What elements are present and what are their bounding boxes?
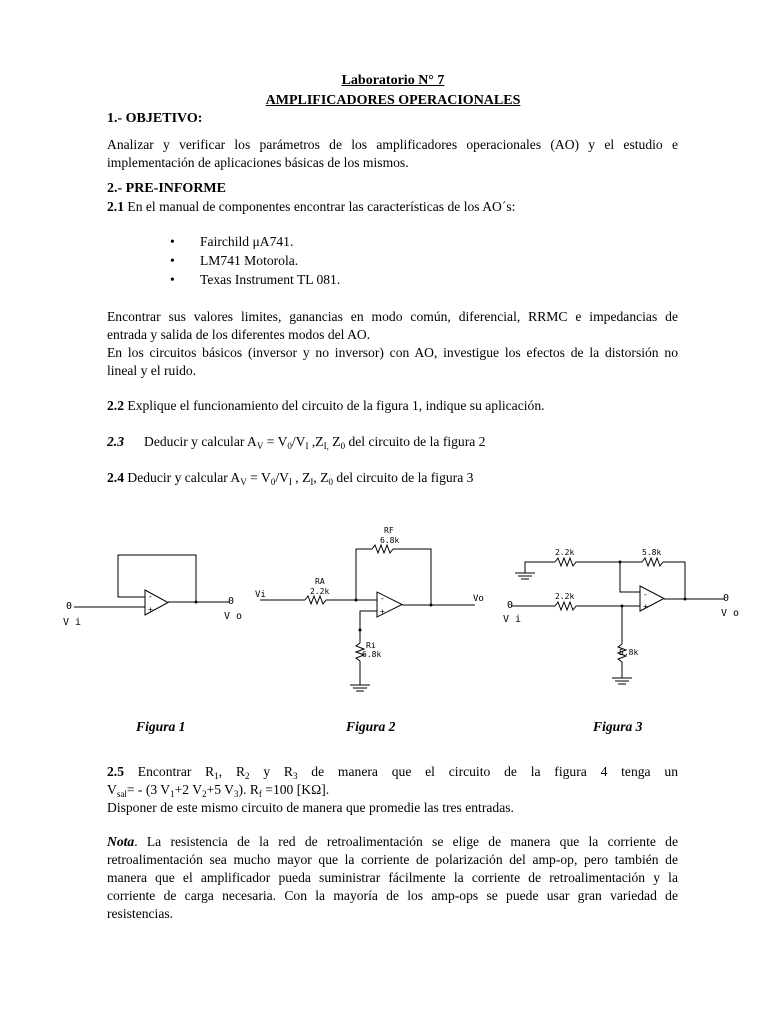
item-2-3-text: Deducir y calcular A [144, 434, 257, 449]
item-2-5-line-2: $V_{sal}= - (3$ $V_1+2$ $V_2+5$ $V_3$). $R_f =100$ [KΩ]. [107, 782, 330, 799]
list-item: • LM741 Motorola. [170, 251, 340, 270]
fig3-input-label: V i [503, 614, 522, 625]
svg-text:-: - [148, 592, 153, 601]
svg-text:+: + [380, 607, 385, 616]
item-2-5-line-3: Disponer de este mismo circuito de manera que promedie las tres entradas. [107, 800, 514, 815]
opamp-list [170, 232, 340, 289]
objective-line-2: implementación de aplicaciones básicas de los mismos. [107, 155, 409, 170]
fig2-rf-value: 6.8k [380, 536, 400, 545]
fig1-input-label: V i [63, 617, 82, 628]
fig3-r2-value: 5.8k [642, 548, 662, 557]
item-2-1 [107, 198, 515, 216]
fig2-ra-value: 2.2k [310, 587, 330, 596]
fig2-ri-name: Ri [366, 641, 376, 650]
figure-1-caption: Figura 1 [136, 719, 186, 734]
note-line-2: retroalimentación sea mucho mayor que la corriente de polarización del amp-op, pero también de [107, 852, 678, 867]
lab-subtitle: AMPLIFICADORES OPERACIONALES [265, 93, 521, 108]
preinforme-heading: 2.- PRE-INFORME [107, 181, 226, 196]
item-2-2-text: Explique el funcionamiento del circuito de la figura 1, indique su aplicación. [124, 398, 545, 413]
fig1-output-node: 0 [228, 596, 235, 607]
paragraph-distortion-line-2: lineal y el ruido. [107, 363, 197, 378]
item-2-5-vout-symbol: V [107, 782, 117, 797]
figure-3-caption: Figura 3 [593, 719, 643, 734]
fig2-rf-name: RF [384, 526, 394, 535]
svg-text:-: - [380, 594, 385, 603]
paragraph-limits-line-2: entrada y salida de los diferentes modos del AO. [107, 327, 371, 342]
fig3-r4-value: 5.8k [619, 648, 639, 657]
fig2-output-label: Vo [473, 594, 484, 604]
item-2-4-number: 2.4 [107, 470, 124, 485]
figure-1-voltage-follower [60, 545, 250, 635]
paragraph-distortion-line-1: En los circuitos básicos (inversor y no inversor) con AO, investigue los efectos de la distorsión no [107, 345, 678, 360]
fig3-r1-value: 2.2k [555, 548, 575, 557]
item-2-2-number: 2.2 [107, 398, 124, 413]
item-2-4-rest: del circuito de la figura 3 [333, 470, 474, 485]
paragraph-limits-line-1: Encontrar sus valores limites, ganancias en modo común, diferencial, RRMC e impedancias de [107, 309, 678, 324]
item-2-3-number: 2.3 [107, 434, 124, 449]
note-line-1 [107, 833, 678, 851]
fig3-r3-value: 2.2k [555, 592, 575, 601]
item-2-3-rest: del circuito de la figura 2 [345, 434, 486, 449]
fig1-output-label: V o [224, 611, 243, 622]
item-2-4: 2.4 Deducir y calcular $A_V = V_0/V_I$ , $Z_I$, $Z_0$ del circuito de la figura 3 [107, 470, 474, 487]
figure-3-amplifier [495, 540, 755, 695]
fig1-input-node: 0 [66, 601, 73, 612]
svg-text:+: + [643, 602, 648, 611]
note-line-3: manera que el amplificador pueda suministrar fácilmente la corriente de retroalimentación y la [107, 870, 678, 885]
item-2-1-text: En el manual de componentes encontrar las características de los AO´s: [124, 199, 516, 214]
objective-line-1: Analizar y verificar los parámetros de los amplificadores operacionales (AO) y el estudio e [107, 137, 678, 152]
lab-title: Laboratorio N° 7 [341, 73, 445, 88]
note-label: Nota [107, 834, 135, 849]
fig2-input-label: Vi [255, 590, 266, 600]
item-2-2 [107, 397, 545, 415]
fig3-input-node: 0 [507, 600, 514, 611]
item-2-4-text: Deducir y calcular A [124, 470, 241, 485]
item-2-3: 2.3 Deducir y calcular $A_V = V_0/V_I$ $,Z_{I,}$ $Z_0$ del circuito de la figura 2 [107, 434, 486, 451]
list-item: • Texas Instrument TL 081. [170, 270, 340, 289]
item-2-5-number: 2.5 [107, 764, 124, 779]
item-2-1-number: 2.1 [107, 199, 124, 214]
item-2-5-line-1: 2.5 Encontrar $R_1$, $R_2$ y $R_3$ de manera que el circuito de la figura 4 tenga un [107, 764, 678, 781]
fig3-output-node: 0 [723, 593, 730, 604]
note-line-4: corriente de carga necesaria. Con la mayoría de los amp-ops se puede usar gran variedad de [107, 888, 678, 903]
fig3-output-label: V o [721, 608, 740, 619]
list-item: • Fairchild μA741. [170, 232, 340, 251]
item-2-5-text: Encontrar R [124, 764, 215, 779]
note-line-5: resistencias. [107, 906, 174, 921]
objective-heading: 1.- OBJETIVO: [107, 111, 203, 126]
svg-text:+: + [148, 605, 153, 614]
figure-2-inverting-amplifier [250, 520, 490, 700]
figure-2-caption: Figura 2 [346, 719, 396, 734]
note-text-1: . La resistencia de la red de retroalimentación se elige de manera que la corriente de [134, 834, 678, 849]
fig2-ra-name: RA [315, 577, 325, 586]
svg-text:-: - [643, 590, 648, 599]
fig2-ri-value: 6.8k [362, 650, 382, 659]
